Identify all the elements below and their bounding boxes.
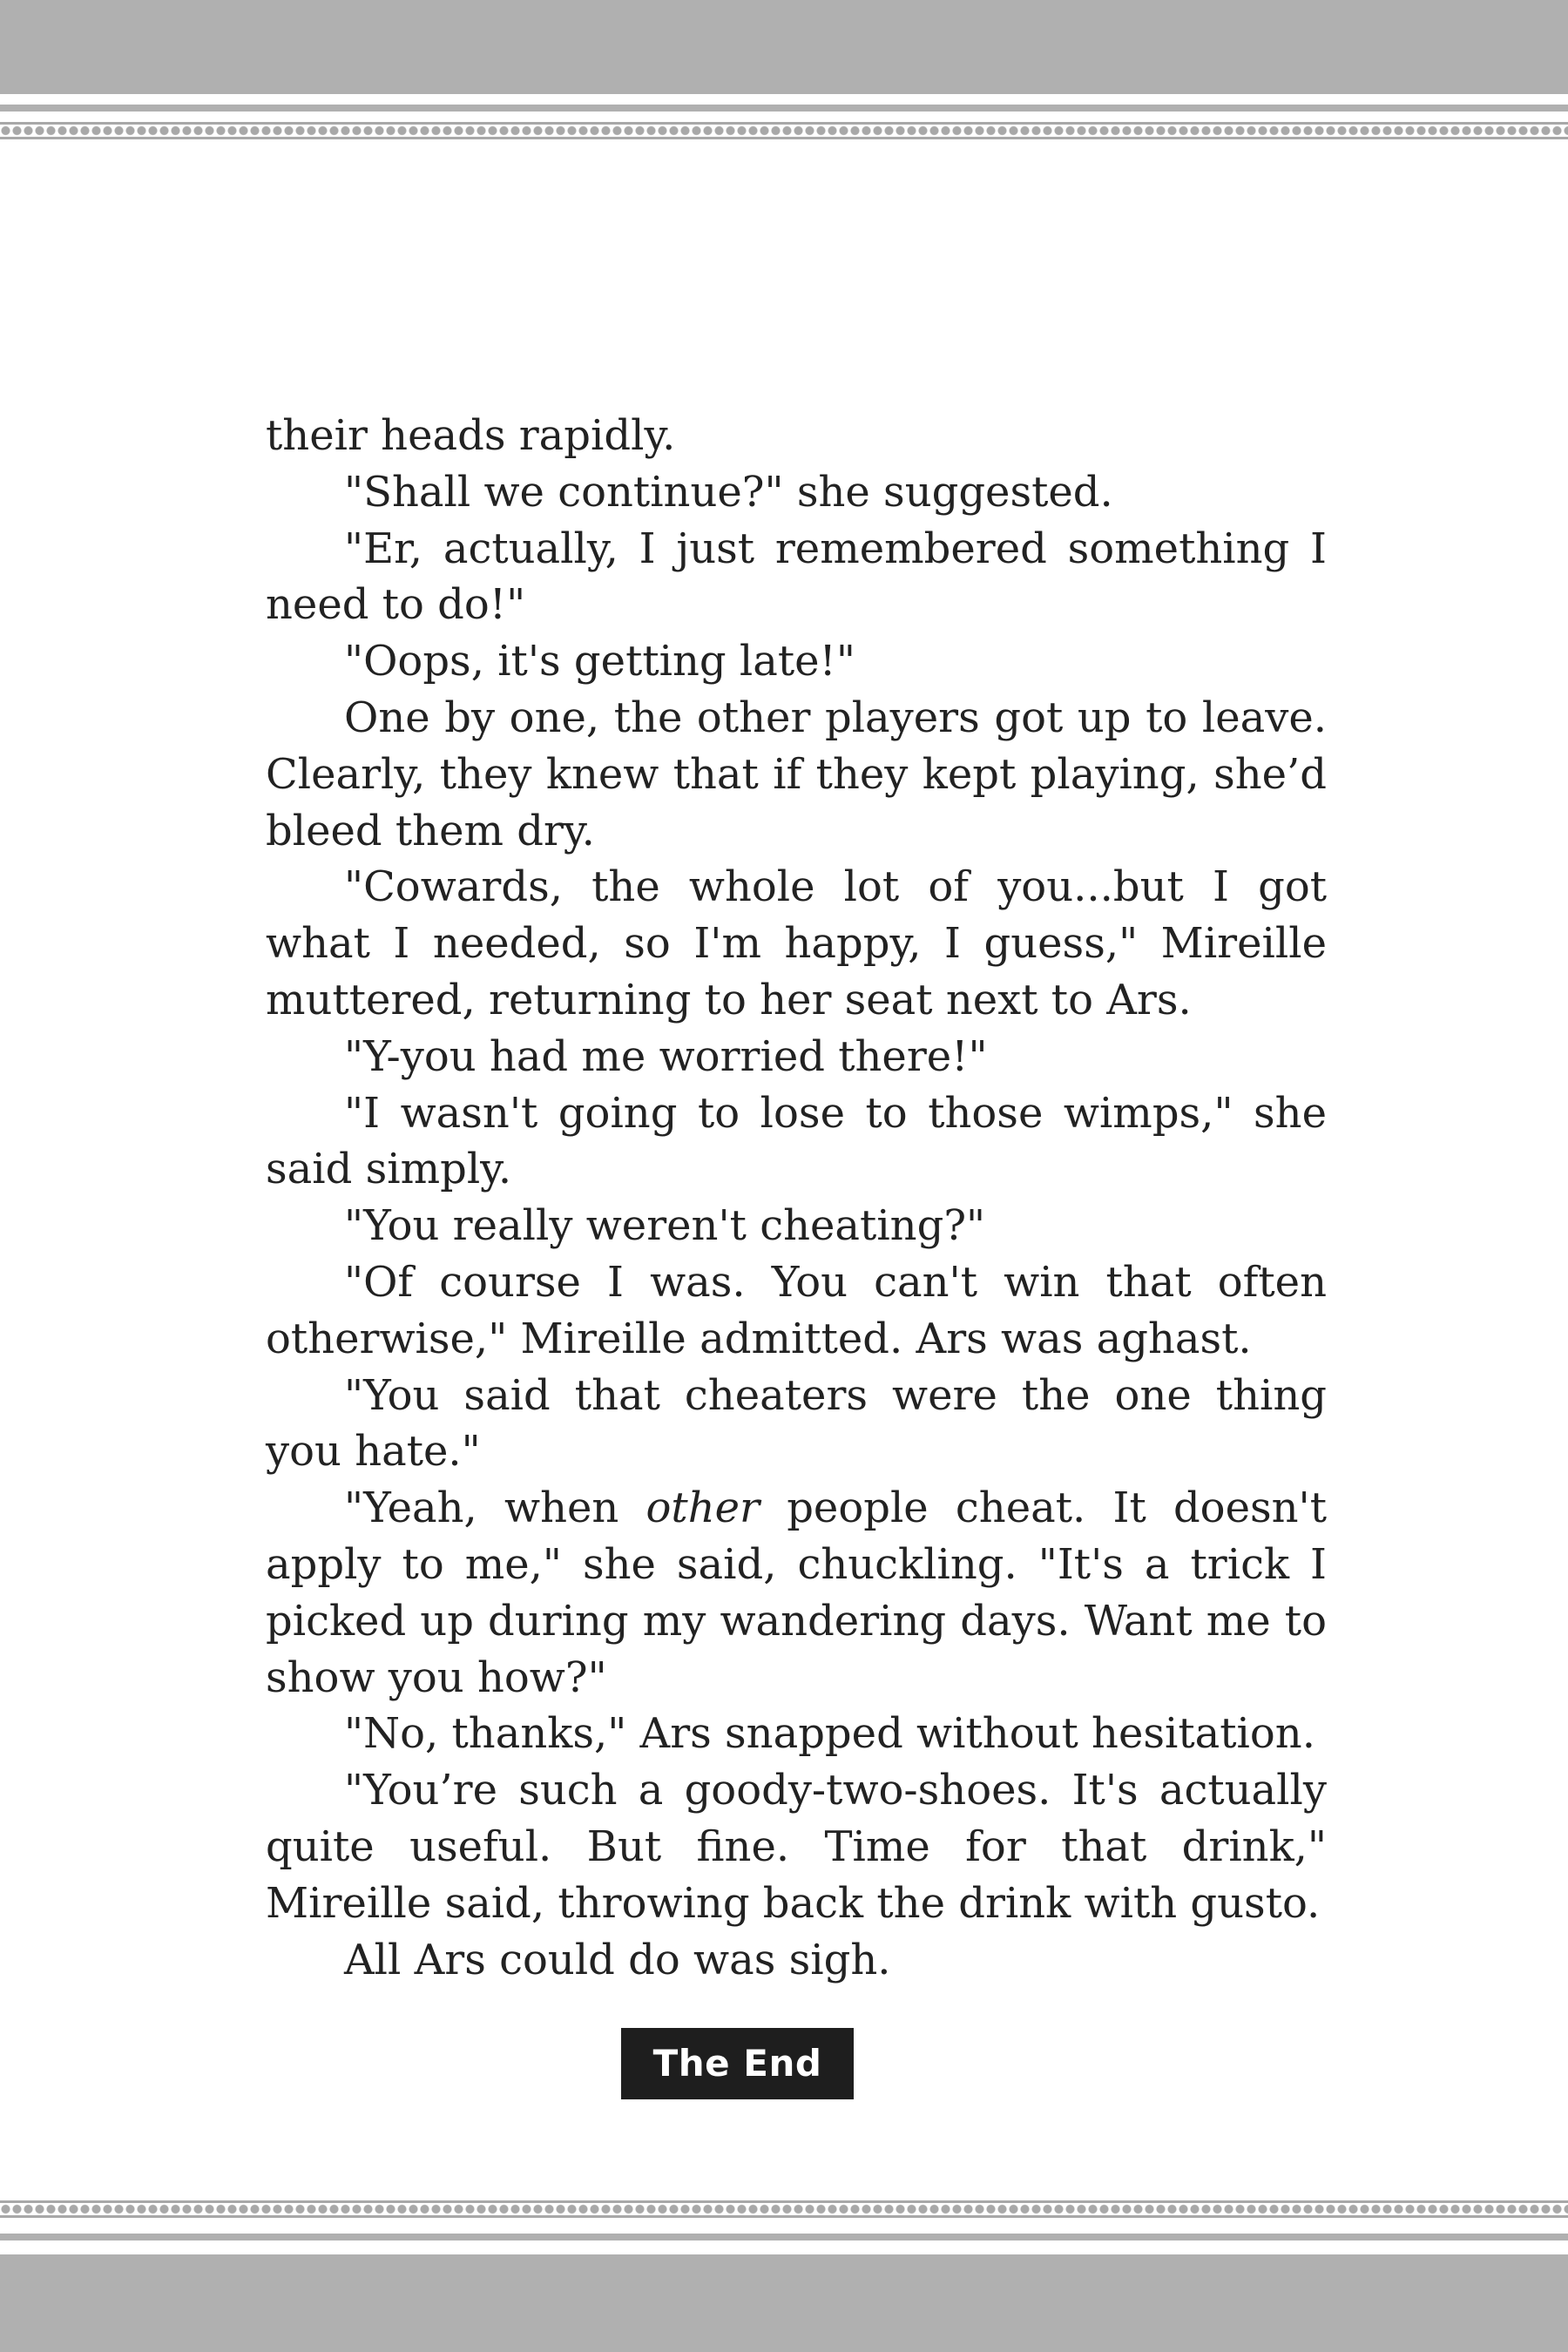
top-border-rule <box>0 105 1568 112</box>
bottom-gray-band <box>0 2254 1568 2352</box>
paragraph <box>266 1480 1327 1706</box>
paragraph: "You’re such a goody-two-shoes. It's actually quite useful. But fine. Time for that drink," Mireille said, throwing back the drink with gusto. <box>266 1766 1327 1928</box>
top-gray-band <box>0 0 1568 94</box>
bottom-border-rule <box>0 2234 1568 2240</box>
paragraph: "Er, actually, I just remembered something I need to do!" <box>266 524 1327 630</box>
paragraph-text: people cheat. It doesn't apply to me," she said, chuckling. "It's a trick I picked up during my wandering days. Want me to show you how?" <box>266 1484 1328 1702</box>
paragraph: "Shall we continue?" she suggested. <box>344 467 1113 517</box>
paragraph: their heads rapidly. <box>266 411 676 460</box>
paragraph: One by one, the other players got up to leave. Clearly, they knew that if they kept playing, she’d bleed them dry. <box>266 693 1327 855</box>
paragraph: "Of course I was. You can't win that often otherwise," Mireille admitted. Ars was aghast. <box>266 1257 1327 1363</box>
top-lace-border <box>0 122 1568 139</box>
paragraph: "No, thanks," Ars snapped without hesitation. <box>344 1709 1315 1759</box>
paragraph: "Y-you had me worried there!" <box>344 1031 988 1081</box>
paragraph-text: "Yeah, when <box>344 1484 646 1533</box>
the-end-label: The End <box>621 2028 854 2099</box>
emphasis-text: other <box>645 1484 760 1533</box>
paragraph: "Cowards, the whole lot of you...but I got what I needed, so I'm happy, I guess," Mireille muttered, returning to her seat next to Ars. <box>266 862 1327 1024</box>
paragraph: "You really weren't cheating?" <box>344 1201 986 1251</box>
paragraph: "I wasn't going to lose to those wimps," she said simply. <box>266 1088 1327 1194</box>
paragraph: "Oops, it's getting late!" <box>344 637 855 686</box>
paragraph: All Ars could do was sigh. <box>344 1935 891 1984</box>
story-text <box>266 408 1327 1988</box>
bottom-lace-border <box>0 2200 1568 2218</box>
paragraph: "You said that cheaters were the one thing you hate." <box>266 1370 1327 1477</box>
